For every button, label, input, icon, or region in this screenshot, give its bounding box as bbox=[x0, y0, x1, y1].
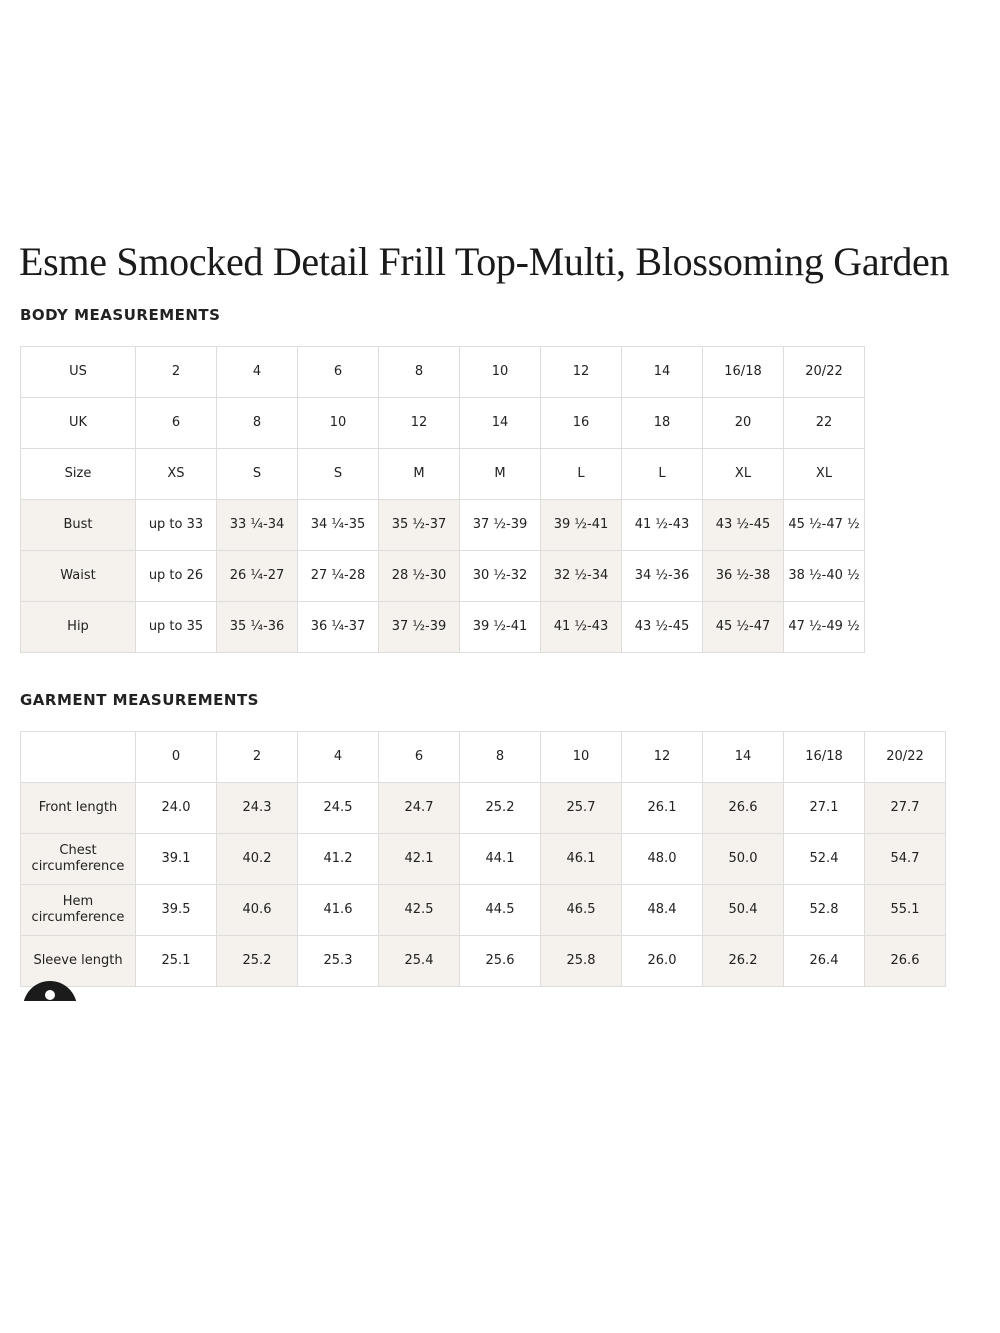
table-cell: 10 bbox=[460, 347, 541, 398]
row-label: US bbox=[21, 347, 136, 398]
table-cell: 26.4 bbox=[784, 936, 865, 987]
table-cell: 8 bbox=[217, 398, 298, 449]
table-cell: XL bbox=[784, 449, 865, 500]
table-cell: 39.5 bbox=[136, 885, 217, 936]
table-cell: 39 ½-41 bbox=[541, 500, 622, 551]
garment-measurements-table bbox=[20, 731, 946, 987]
table-row bbox=[21, 783, 946, 834]
header-cell: 10 bbox=[541, 732, 622, 783]
table-cell: 14 bbox=[622, 347, 703, 398]
row-label bbox=[21, 834, 136, 885]
table-cell: 36 ½-38 bbox=[703, 551, 784, 602]
table-cell: 26.6 bbox=[703, 783, 784, 834]
table-cell: 26 ¼-27 bbox=[217, 551, 298, 602]
table-cell: 35 ¼-36 bbox=[217, 602, 298, 653]
table-cell: 25.6 bbox=[460, 936, 541, 987]
row-label bbox=[21, 885, 136, 936]
table-cell: 41 ½-43 bbox=[541, 602, 622, 653]
table-cell: 37 ½-39 bbox=[460, 500, 541, 551]
table-cell: up to 26 bbox=[136, 551, 217, 602]
row-label-line: Hem bbox=[62, 894, 94, 909]
table-cell: 24.7 bbox=[379, 783, 460, 834]
table-cell: 48.4 bbox=[622, 885, 703, 936]
table-cell: 2 bbox=[136, 347, 217, 398]
row-label: Hip bbox=[21, 602, 136, 653]
table-cell: 6 bbox=[298, 347, 379, 398]
row-label-line: Chest bbox=[59, 843, 97, 858]
table-cell: 24.0 bbox=[136, 783, 217, 834]
table-cell: 18 bbox=[622, 398, 703, 449]
row-label-line: circumference bbox=[31, 859, 125, 874]
table-cell: 32 ½-34 bbox=[541, 551, 622, 602]
table-cell: 24.3 bbox=[217, 783, 298, 834]
header-cell: 4 bbox=[298, 732, 379, 783]
table-row bbox=[21, 551, 865, 602]
table-header-row bbox=[21, 732, 946, 783]
header-cell: 0 bbox=[136, 732, 217, 783]
header-cell: 8 bbox=[460, 732, 541, 783]
table-cell: 12 bbox=[379, 398, 460, 449]
table-cell: 25.1 bbox=[136, 936, 217, 987]
table-cell: 44.1 bbox=[460, 834, 541, 885]
row-label: Size bbox=[21, 449, 136, 500]
table-row bbox=[21, 602, 865, 653]
table-cell: 30 ½-32 bbox=[460, 551, 541, 602]
table-cell: S bbox=[298, 449, 379, 500]
table-row bbox=[21, 398, 865, 449]
table-cell: 20 bbox=[703, 398, 784, 449]
table-cell: 25.4 bbox=[379, 936, 460, 987]
row-label: UK bbox=[21, 398, 136, 449]
header-cell: 16/18 bbox=[784, 732, 865, 783]
table-cell: 38 ½-40 ½ bbox=[784, 551, 865, 602]
table-cell: 27.7 bbox=[865, 783, 946, 834]
page-title: Esme Smocked Detail Frill Top-Multi, Blossoming Garden bbox=[19, 239, 950, 284]
table-cell: 40.6 bbox=[217, 885, 298, 936]
table-cell: 34 ½-36 bbox=[622, 551, 703, 602]
table-cell: 52.4 bbox=[784, 834, 865, 885]
table-cell: 25.2 bbox=[460, 783, 541, 834]
table-row bbox=[21, 936, 946, 987]
table-cell: 12 bbox=[541, 347, 622, 398]
table-cell: 34 ¼-35 bbox=[298, 500, 379, 551]
table-cell: 26.2 bbox=[703, 936, 784, 987]
row-label: Front length bbox=[21, 783, 136, 834]
table-cell: 46.5 bbox=[541, 885, 622, 936]
table-cell: 16 bbox=[541, 398, 622, 449]
table-cell: 52.8 bbox=[784, 885, 865, 936]
table-cell: 26.6 bbox=[865, 936, 946, 987]
table-cell: 43 ½-45 bbox=[622, 602, 703, 653]
table-cell: L bbox=[541, 449, 622, 500]
table-cell: 10 bbox=[298, 398, 379, 449]
table-cell: 42.5 bbox=[379, 885, 460, 936]
table-cell: XL bbox=[703, 449, 784, 500]
header-cell: 14 bbox=[703, 732, 784, 783]
table-cell: 45 ½-47 bbox=[703, 602, 784, 653]
table-cell: 20/22 bbox=[784, 347, 865, 398]
garment-measurements-heading: GARMENT MEASUREMENTS bbox=[20, 691, 259, 709]
table-cell: 24.5 bbox=[298, 783, 379, 834]
table-cell: 33 ¼-34 bbox=[217, 500, 298, 551]
table-cell: S bbox=[217, 449, 298, 500]
table-row bbox=[21, 449, 865, 500]
table-row bbox=[21, 885, 946, 936]
table-cell: 22 bbox=[784, 398, 865, 449]
table-cell: 41.6 bbox=[298, 885, 379, 936]
table-cell: 40.2 bbox=[217, 834, 298, 885]
table-cell: 41 ½-43 bbox=[622, 500, 703, 551]
table-cell: 27.1 bbox=[784, 783, 865, 834]
chat-icon-dot bbox=[45, 990, 55, 1000]
table-cell: 27 ¼-28 bbox=[298, 551, 379, 602]
table-cell: 26.0 bbox=[622, 936, 703, 987]
header-cell: 20/22 bbox=[865, 732, 946, 783]
table-cell: 39 ½-41 bbox=[460, 602, 541, 653]
table-cell: M bbox=[379, 449, 460, 500]
table-cell: 37 ½-39 bbox=[379, 602, 460, 653]
table-cell: XS bbox=[136, 449, 217, 500]
row-label-line: circumference bbox=[31, 910, 125, 925]
table-cell: 44.5 bbox=[460, 885, 541, 936]
table-cell: 39.1 bbox=[136, 834, 217, 885]
table-row bbox=[21, 500, 865, 551]
table-cell: 26.1 bbox=[622, 783, 703, 834]
table-cell: 55.1 bbox=[865, 885, 946, 936]
table-row bbox=[21, 347, 865, 398]
table-cell: 35 ½-37 bbox=[379, 500, 460, 551]
header-cell: 12 bbox=[622, 732, 703, 783]
body-measurements-heading: BODY MEASUREMENTS bbox=[20, 306, 221, 324]
header-cell: 6 bbox=[379, 732, 460, 783]
table-cell: 25.3 bbox=[298, 936, 379, 987]
table-cell: 4 bbox=[217, 347, 298, 398]
table-cell: 28 ½-30 bbox=[379, 551, 460, 602]
table-cell: 42.1 bbox=[379, 834, 460, 885]
table-cell: 50.4 bbox=[703, 885, 784, 936]
chat-bubble-icon[interactable] bbox=[23, 981, 77, 1001]
header-label bbox=[21, 732, 136, 783]
header-cell: 2 bbox=[217, 732, 298, 783]
table-cell: 16/18 bbox=[703, 347, 784, 398]
table-cell: up to 33 bbox=[136, 500, 217, 551]
table-row bbox=[21, 834, 946, 885]
table-cell: 14 bbox=[460, 398, 541, 449]
table-cell: 6 bbox=[136, 398, 217, 449]
table-cell: 48.0 bbox=[622, 834, 703, 885]
table-cell: 47 ½-49 ½ bbox=[784, 602, 865, 653]
row-label: Bust bbox=[21, 500, 136, 551]
table-cell: 50.0 bbox=[703, 834, 784, 885]
table-cell: L bbox=[622, 449, 703, 500]
table-cell: 43 ½-45 bbox=[703, 500, 784, 551]
table-cell: 25.7 bbox=[541, 783, 622, 834]
table-cell: 8 bbox=[379, 347, 460, 398]
table-cell: 54.7 bbox=[865, 834, 946, 885]
row-label: Waist bbox=[21, 551, 136, 602]
table-cell: 41.2 bbox=[298, 834, 379, 885]
table-cell: 45 ½-47 ½ bbox=[784, 500, 865, 551]
body-measurements-table bbox=[20, 346, 865, 653]
table-cell: 36 ¼-37 bbox=[298, 602, 379, 653]
table-cell: M bbox=[460, 449, 541, 500]
table-cell: up to 35 bbox=[136, 602, 217, 653]
table-cell: 46.1 bbox=[541, 834, 622, 885]
table-cell: 25.8 bbox=[541, 936, 622, 987]
row-label: Sleeve length bbox=[21, 936, 136, 987]
table-cell: 25.2 bbox=[217, 936, 298, 987]
